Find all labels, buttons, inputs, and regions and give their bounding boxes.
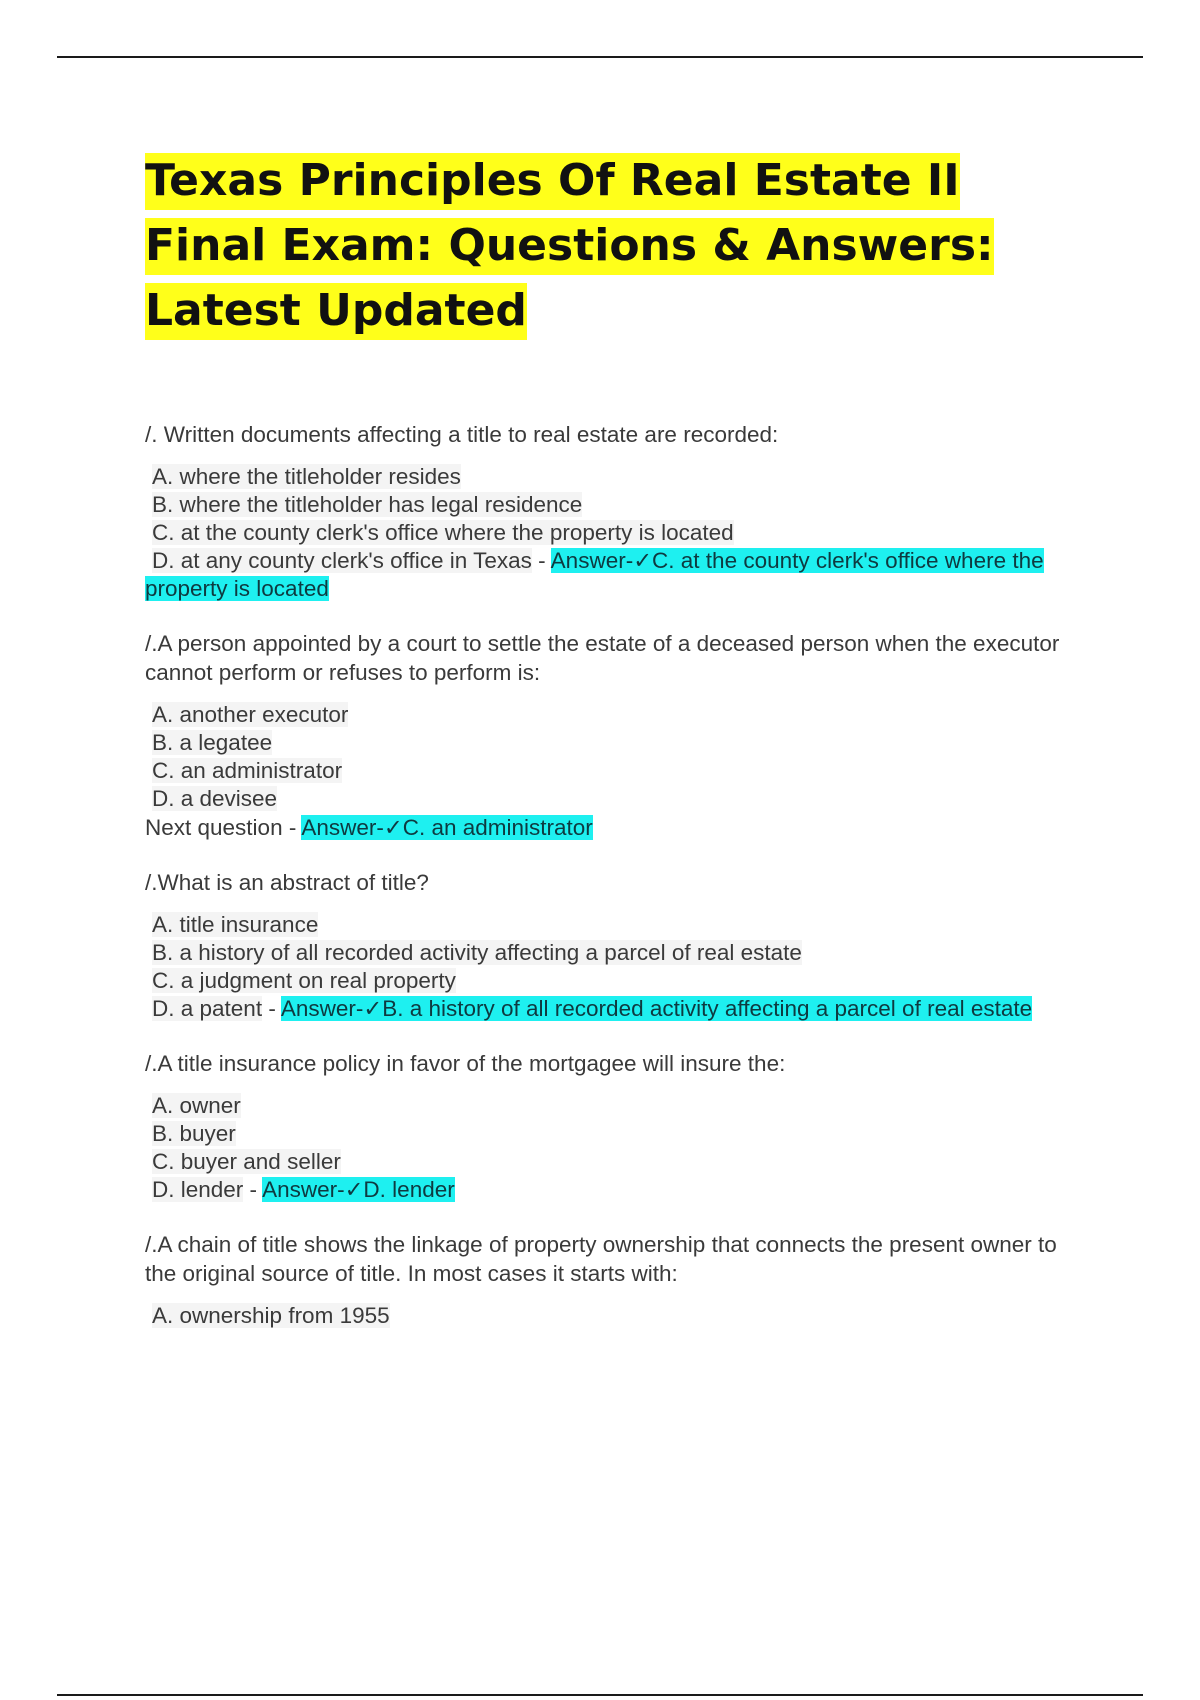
title-highlight: Texas Principles Of Real Estate II Final Exam: Questions & Answers: Latest Updated <box>145 153 994 340</box>
option-a: A. owner <box>152 1093 241 1118</box>
question-list <box>145 420 1085 1356</box>
answer-separator: - <box>282 815 302 840</box>
answer-highlight: Answer-✓C. an administrator <box>301 815 593 840</box>
question-1 <box>145 420 1085 603</box>
answer-separator: - <box>531 548 551 573</box>
question-5 <box>145 1230 1085 1330</box>
question-3 <box>145 868 1085 1023</box>
question-prompt: /. Written documents affecting a title to real estate are recorded: <box>145 422 779 447</box>
option-d-with-answer: D. at any county clerk's office in Texas - Answer-✓C. at the county clerk's office where the property is located <box>145 548 1044 601</box>
footer-rule <box>57 1694 1143 1696</box>
header-rule <box>57 56 1143 58</box>
document-title <box>145 148 1045 343</box>
next-question-label: Next question <box>145 815 283 840</box>
question-prompt: /.A person appointed by a court to settle the estate of a deceased person when the executor cannot perform or refuses to perform is: <box>145 631 1060 685</box>
option-d: D. a devisee <box>152 786 278 811</box>
option-b: B. where the titleholder has legal residence <box>152 492 583 517</box>
option-b: B. buyer <box>152 1121 236 1146</box>
option-c: C. at the county clerk's office where the property is located <box>152 520 734 545</box>
question-prompt: /.A title insurance policy in favor of the mortgagee will insure the: <box>145 1051 786 1076</box>
question-2 <box>145 629 1085 842</box>
option-b: B. a history of all recorded activity affecting a parcel of real estate <box>152 940 802 965</box>
answer-line <box>145 813 1085 842</box>
option-d-with-answer: D. lender - Answer-✓D. lender <box>152 1177 455 1202</box>
option-a: A. another executor <box>152 702 349 727</box>
option-c: C. an administrator <box>152 758 343 783</box>
option-a: A. where the titleholder resides <box>152 464 461 489</box>
answer-highlight: Answer-✓C. at the county clerk's office where the property is located <box>145 548 1044 601</box>
answer-highlight: Answer-✓B. a history of all recorded activity affecting a parcel of real estate <box>280 996 1033 1021</box>
question-prompt: /.What is an abstract of title? <box>145 870 429 895</box>
option-a: A. title insurance <box>152 912 319 937</box>
option-b: B. a legatee <box>152 730 273 755</box>
option-c: C. buyer and seller <box>152 1149 341 1174</box>
option-c: C. a judgment on real property <box>152 968 456 993</box>
question-prompt: /.A chain of title shows the linkage of property ownership that connects the present owner to the original source of title. In most cases it starts with: <box>145 1232 1057 1286</box>
option-d-with-answer: D. a patent - Answer-✓B. a history of all recorded activity affecting a parcel of real estate <box>152 996 1033 1021</box>
option-a: A. ownership from 1955 <box>152 1303 390 1328</box>
question-4 <box>145 1049 1085 1204</box>
answer-highlight: Answer-✓D. lender <box>262 1177 455 1202</box>
answer-separator: - <box>243 1177 263 1202</box>
answer-separator: - <box>262 996 281 1021</box>
